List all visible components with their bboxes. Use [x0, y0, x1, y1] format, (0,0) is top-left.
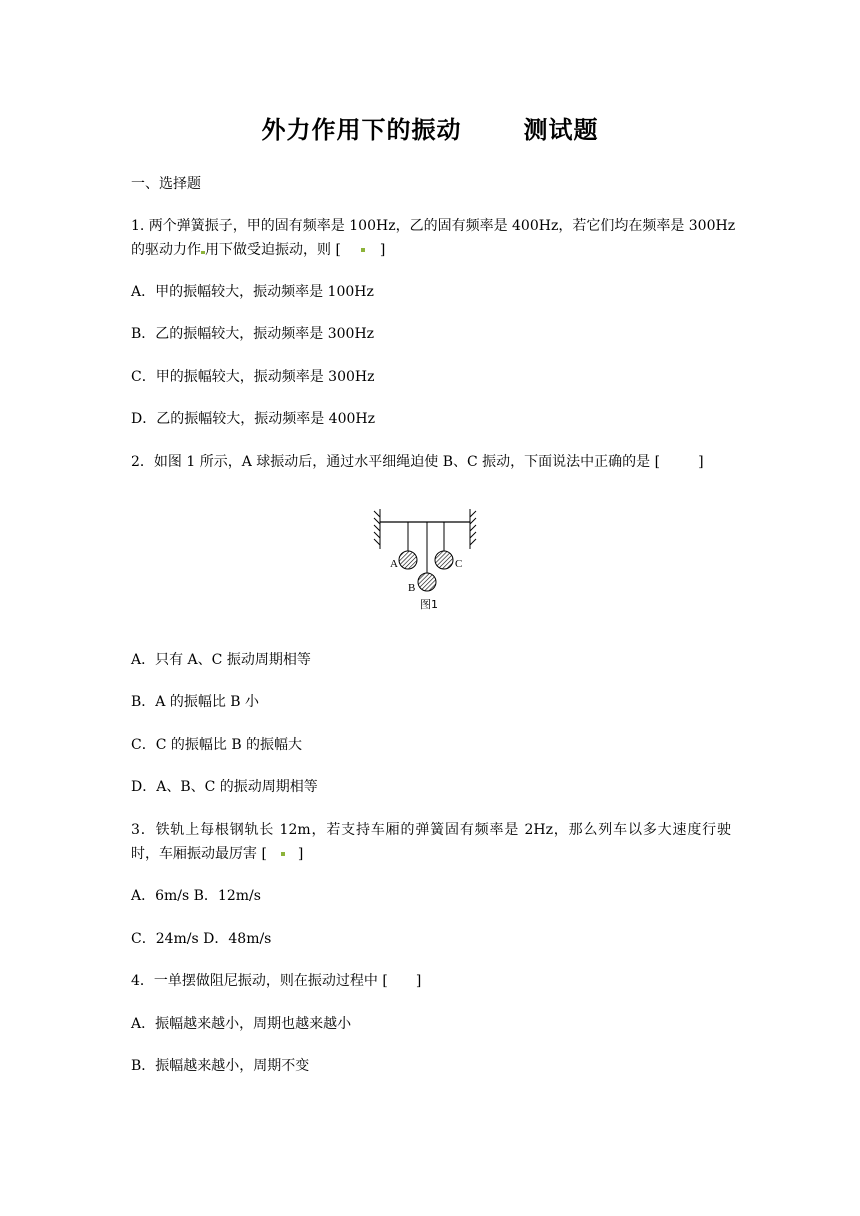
q2-bracket-close: ] — [698, 454, 704, 470]
q4-option-a: A．振幅越来越小，周期也越来越小 — [131, 1016, 352, 1032]
q3-stem-line2 — [131, 844, 731, 864]
ball-a — [399, 551, 417, 569]
q2-option-d: D．A、B、C 的振动周期相等 — [131, 779, 318, 795]
q3-bracket-close: ] — [297, 846, 304, 862]
label-a: A — [390, 558, 398, 570]
dot-mark — [281, 852, 285, 856]
q1-stem-line2-part2: 用下做受迫振动，则 [ — [205, 242, 341, 258]
ball-c — [435, 551, 453, 569]
title-part-2: 测试题 — [523, 116, 599, 144]
page-title — [0, 110, 860, 145]
label-b: B — [408, 582, 416, 594]
q4-option-b: B．振幅越来越小，周期不变 — [131, 1058, 310, 1074]
q1-option-b: B．乙的振幅较大，振动频率是 300Hz — [131, 326, 375, 342]
q2-stem — [131, 452, 731, 472]
q1-stem-line2 — [131, 240, 731, 260]
q1-option-c: C．甲的振幅较大，振动频率是 300Hz — [131, 369, 375, 385]
label-c: C — [455, 558, 463, 570]
ball-b — [418, 573, 436, 591]
section-heading: 一、选择题 — [131, 176, 201, 192]
q2-option-a: A．只有 A、C 振动周期相等 — [131, 652, 311, 668]
pendulum-diagram — [372, 503, 484, 621]
q3-stem-line1: 3．铁轨上每根钢轨长 12m，若支持车厢的弹簧固有频率是 2Hz，那么列车以多大速度行驶 — [131, 822, 731, 838]
q2-option-c: C．C 的振幅比 B 的振幅大 — [131, 737, 303, 753]
q3-stem-line2-text: 时，车厢振动最厉害 [ — [131, 846, 267, 862]
q1-bracket-close: ] — [379, 242, 386, 258]
q2-option-b: B．A 的振幅比 B 小 — [131, 694, 260, 710]
figure-1-pendulums — [372, 503, 484, 621]
q1-stem-line2-part1: 的驱动力作 — [131, 242, 201, 258]
right-wall-hatch — [470, 511, 476, 545]
title-part-1: 外力作用下的振动 — [261, 116, 462, 144]
dot-mark — [361, 248, 365, 252]
q1-option-a: A．甲的振幅较大，振动频率是 100Hz — [131, 284, 374, 300]
q4-stem — [131, 971, 731, 991]
figure-caption: 图1 — [420, 598, 438, 611]
q1-option-d: D．乙的振幅较大，振动频率是 400Hz — [131, 411, 375, 427]
q3-options-cd: C．24m/s D．48m/s — [131, 931, 272, 947]
q4-bracket-close: ] — [415, 973, 422, 989]
left-wall-hatch — [374, 511, 380, 545]
q3-options-ab: A．6m/s B．12m/s — [131, 888, 261, 904]
q1-stem-line1: 1. 两个弹簧振子，甲的固有频率是 100Hz，乙的固有频率是 400Hz，若它们均在频率是 300Hz — [131, 218, 736, 234]
q2-stem-text: 2．如图 1 所示，A 球振动后，通过水平细绳迫使 B、C 振动，下面说法中正确的是 [ — [131, 454, 661, 470]
q4-stem-text: 4．一单摆做阻尼振动，则在振动过程中 [ — [131, 973, 388, 989]
